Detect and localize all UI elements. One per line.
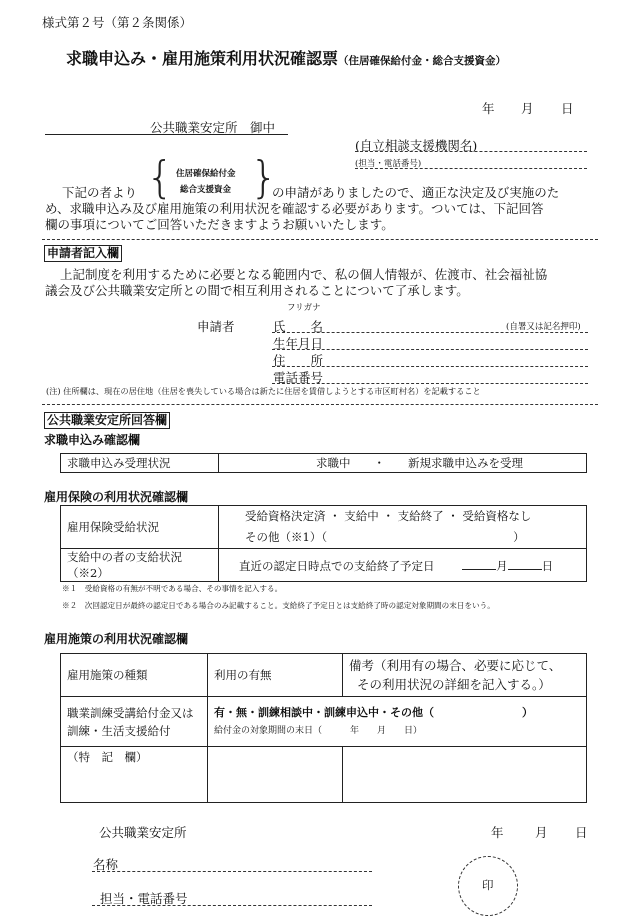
footer-contact-label: 担当・電話番号 xyxy=(100,891,188,906)
policy-row1-type-2: 訓練・生活支援給付 xyxy=(67,723,171,738)
dob-label: 生年月日 xyxy=(273,336,324,351)
ins-row2-text: 直近の認定日時点での支給終了予定日 xyxy=(239,558,435,573)
contact-label-small: (担当・電話番号) xyxy=(355,159,422,169)
policy-row1-close: ） xyxy=(522,705,533,719)
date-day: 日 xyxy=(561,101,574,116)
insurance-table xyxy=(60,505,587,582)
footer-office: 公共職業安定所 xyxy=(99,825,187,840)
policy-row1-month[interactable]: 月 xyxy=(377,725,387,736)
phone-label: 電話番号 xyxy=(273,370,324,385)
ins-row1-other[interactable]: その他（※1）（ xyxy=(245,530,328,544)
applicant-section-label: 申請者記入欄 xyxy=(44,245,122,262)
ins-day-unit: 日 xyxy=(541,558,554,573)
policy-header-usage: 利用の有無 xyxy=(208,654,343,697)
intro-line2: め、求職申込み及び雇用施策の利用状況を確認する必要があります。ついては、下記回答 xyxy=(45,201,544,216)
policy-row1-type-1: 職業訓練受講給付金又は xyxy=(67,705,194,720)
applicant-label: 申請者 xyxy=(197,319,235,334)
name-line[interactable] xyxy=(272,332,588,333)
footer-name-label: 名称 xyxy=(93,857,119,872)
divider-1 xyxy=(42,239,598,240)
intro-prefix: 下記の者より xyxy=(62,185,138,200)
benefit-housing: 住居確保給付金 xyxy=(176,169,236,179)
policy-title: 雇用施策の利用状況確認欄 xyxy=(44,632,189,646)
name-label: 氏 名 xyxy=(273,319,324,334)
ins-row2-label: 支給中の者の支給状況（※2） xyxy=(61,549,219,582)
org-name-line[interactable] xyxy=(355,151,587,152)
footer-year: 年 xyxy=(491,825,504,840)
policy-table xyxy=(60,653,587,803)
left-brace: { xyxy=(146,152,174,203)
ins-row2-cell[interactable] xyxy=(219,549,587,582)
insurance-title: 雇用保険の利用状況確認欄 xyxy=(44,490,189,504)
form-number: 様式第２号（第２条関係） xyxy=(42,15,193,30)
job-confirm-title: 求職申込み確認欄 xyxy=(44,433,141,447)
note-1: ※１ 受給資格の有無が不明である場合、その事情を記入する。 xyxy=(62,584,283,593)
policy-row1-day[interactable]: 日） xyxy=(404,725,423,736)
policy-header-notes xyxy=(343,654,587,697)
job-row-label: 求職申込み受理状況 xyxy=(61,454,219,473)
date-year: 年 xyxy=(482,101,495,116)
stamp-label: 印 xyxy=(482,878,494,892)
footer-name-line[interactable] xyxy=(92,871,372,872)
job-confirm-table xyxy=(60,453,587,473)
right-brace: } xyxy=(250,152,278,203)
consent-line1: 上記制度を利用するために必要となる範囲内で、私の個人情報が、佐渡市、社会福祉協 xyxy=(60,267,548,282)
ins-row1-label: 雇用保険受給状況 xyxy=(61,506,219,549)
footer-month: 月 xyxy=(535,825,548,840)
policy-header-type: 雇用施策の種類 xyxy=(61,654,208,697)
intro-line1: の申請がありましたので、適正な決定及び実施のた xyxy=(272,185,560,200)
policy-row1-options-row xyxy=(214,704,580,722)
special-notes-cell[interactable] xyxy=(343,747,587,803)
footer-day: 日 xyxy=(575,825,588,840)
office-section-label: 公共職業安定所回答欄 xyxy=(44,412,170,429)
addressee: 公共職業安定所 御中 xyxy=(150,120,276,135)
policy-row1-usage[interactable] xyxy=(208,697,587,747)
policy-row1-year[interactable]: 年 xyxy=(350,725,360,736)
dob-line[interactable] xyxy=(272,349,588,350)
address-label: 住 所 xyxy=(273,353,324,368)
divider-2 xyxy=(42,404,598,405)
furigana-label: フリガナ xyxy=(287,303,321,313)
date-month: 月 xyxy=(521,101,534,116)
ins-row1-options[interactable]: 受給資格決定済 ・ 支給中 ・ 支給終了 ・ 受給資格なし xyxy=(245,509,532,523)
page-title xyxy=(66,46,506,69)
ins-row1-close: ） xyxy=(513,530,525,544)
policy-header-notes-1: 備考（利用有の場合、必要に応じて、 xyxy=(349,658,562,673)
ins-row1-cell[interactable] xyxy=(219,506,587,549)
policy-row1-type xyxy=(61,697,208,747)
ins-month-unit: 月 xyxy=(496,558,508,573)
note-2: ※２ 次回認定日が最終の認定日である場合のみ記載すること。支給終了予定日とは支給終了時の認定対象期間の末日をいう。 xyxy=(62,601,495,610)
contact-line[interactable] xyxy=(355,168,587,169)
address-note: (注) 住所欄は、現在の居住地（住居を喪失している場合は新たに住居を賃借しようとする市区町村名）を記載すること xyxy=(46,386,481,396)
ins-row1-other-row xyxy=(245,527,580,548)
phone-line[interactable] xyxy=(272,383,588,384)
org-name-label: (自立相談支援機関名) xyxy=(355,138,478,153)
intro-line3: 欄の事項についてご回答いただきますようお願いいたします。 xyxy=(45,217,394,232)
benefit-support: 総合支援資金 xyxy=(180,185,232,195)
special-usage-cell[interactable] xyxy=(208,747,343,803)
job-row-options[interactable]: 求職中 ・ 新規求職申込みを受理 xyxy=(219,454,587,473)
policy-row1-period-row xyxy=(214,722,580,740)
footer-contact-line[interactable] xyxy=(92,905,372,906)
title-sub: （住居確保給付金・総合支援資金） xyxy=(338,55,507,67)
consent-line2: 議会及び公共職業安定所との間で相互利用されることについて了承します。 xyxy=(45,283,469,298)
policy-row1-period: 給付金の対象期間の末日（ xyxy=(214,725,323,736)
policy-header-notes-2: その利用状況の詳細を記入する。） xyxy=(357,677,551,692)
address-line[interactable] xyxy=(272,366,588,367)
policy-row1-options[interactable]: 有・無・訓練相談中・訓練申込中・その他（ xyxy=(214,705,434,719)
ins-day-field[interactable] xyxy=(508,557,542,570)
title-main: 求職申込み・雇用施策利用状況確認票 xyxy=(66,49,339,68)
special-label: （特 記 欄） xyxy=(61,747,208,803)
seal-note: (自署又は記名押印) xyxy=(506,322,581,332)
ins-month-field[interactable] xyxy=(462,557,496,570)
